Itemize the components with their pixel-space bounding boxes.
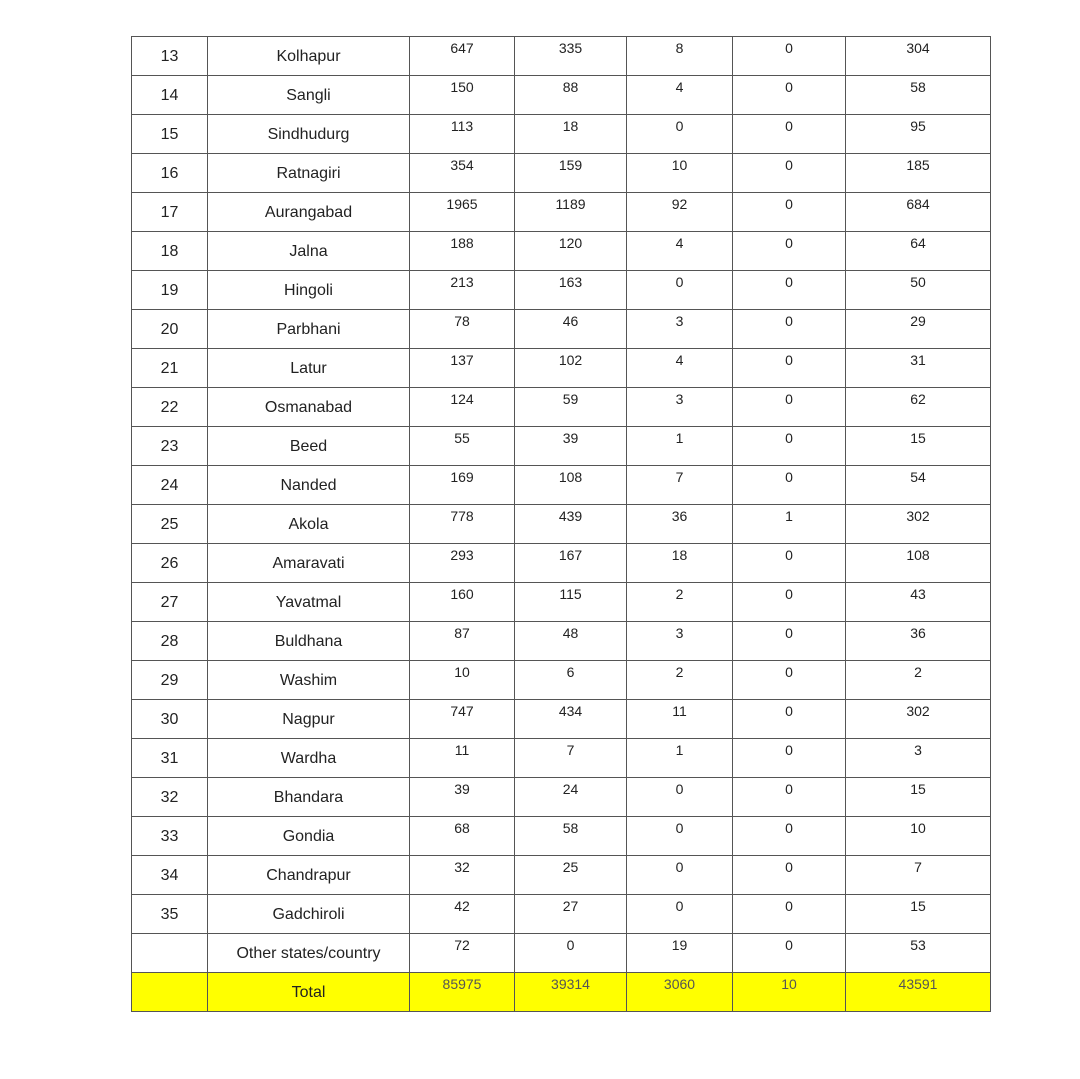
count-cell: 0 [627, 856, 733, 895]
count-cell: 3 [846, 739, 991, 778]
district-name-cell: Buldhana [208, 622, 410, 661]
count-cell: 48 [515, 622, 627, 661]
count-cell: 72 [410, 934, 515, 973]
district-name-cell: Ratnagiri [208, 154, 410, 193]
count-cell: 88 [515, 76, 627, 115]
count-cell: 15 [846, 427, 991, 466]
sr-no-cell: 35 [132, 895, 208, 934]
district-name-cell: Washim [208, 661, 410, 700]
count-cell: 0 [733, 466, 846, 505]
count-cell: 108 [846, 544, 991, 583]
sr-no-cell: 22 [132, 388, 208, 427]
count-cell: 0 [733, 817, 846, 856]
count-cell: 434 [515, 700, 627, 739]
count-cell: 36 [627, 505, 733, 544]
count-cell: 4 [627, 76, 733, 115]
count-cell: 213 [410, 271, 515, 310]
count-cell: 0 [627, 115, 733, 154]
total-count-cell: 3060 [627, 973, 733, 1012]
count-cell: 4 [627, 232, 733, 271]
sr-no-cell: 31 [132, 739, 208, 778]
total-label-cell: Total [208, 973, 410, 1012]
sr-no-cell: 30 [132, 700, 208, 739]
table-row [132, 271, 991, 310]
district-name-cell: Akola [208, 505, 410, 544]
district-name-cell: Gondia [208, 817, 410, 856]
count-cell: 293 [410, 544, 515, 583]
count-cell: 2 [627, 661, 733, 700]
sr-no-cell: 34 [132, 856, 208, 895]
table-row [132, 895, 991, 934]
district-name-cell: Wardha [208, 739, 410, 778]
count-cell: 0 [733, 76, 846, 115]
count-cell: 2 [627, 583, 733, 622]
count-cell: 0 [733, 193, 846, 232]
count-cell: 62 [846, 388, 991, 427]
count-cell: 50 [846, 271, 991, 310]
table-row [132, 37, 991, 76]
count-cell: 0 [733, 115, 846, 154]
count-cell: 7 [846, 856, 991, 895]
count-cell: 108 [515, 466, 627, 505]
district-name-cell: Aurangabad [208, 193, 410, 232]
count-cell: 439 [515, 505, 627, 544]
count-cell: 58 [515, 817, 627, 856]
count-cell: 53 [846, 934, 991, 973]
count-cell: 10 [410, 661, 515, 700]
count-cell: 0 [733, 583, 846, 622]
count-cell: 1 [627, 427, 733, 466]
count-cell: 55 [410, 427, 515, 466]
count-cell: 0 [733, 778, 846, 817]
count-cell: 169 [410, 466, 515, 505]
count-cell: 335 [515, 37, 627, 76]
table-row [132, 739, 991, 778]
table-row [132, 778, 991, 817]
count-cell: 747 [410, 700, 515, 739]
count-cell: 18 [627, 544, 733, 583]
count-cell: 7 [515, 739, 627, 778]
count-cell: 27 [515, 895, 627, 934]
district-name-cell: Kolhapur [208, 37, 410, 76]
count-cell: 0 [733, 388, 846, 427]
count-cell: 36 [846, 622, 991, 661]
count-cell: 1 [627, 739, 733, 778]
count-cell: 24 [515, 778, 627, 817]
sr-no-cell: 19 [132, 271, 208, 310]
total-count-cell: 43591 [846, 973, 991, 1012]
table-row [132, 856, 991, 895]
sr-no-cell: 18 [132, 232, 208, 271]
count-cell: 15 [846, 778, 991, 817]
sr-no-cell: 33 [132, 817, 208, 856]
district-name-cell: Chandrapur [208, 856, 410, 895]
count-cell: 92 [627, 193, 733, 232]
count-cell: 39 [515, 427, 627, 466]
table-row [132, 427, 991, 466]
count-cell: 0 [733, 427, 846, 466]
count-cell: 185 [846, 154, 991, 193]
sr-no-cell: 13 [132, 37, 208, 76]
district-name-cell: Osmanabad [208, 388, 410, 427]
count-cell: 188 [410, 232, 515, 271]
sr-no-cell [132, 934, 208, 973]
district-name-cell: Latur [208, 349, 410, 388]
table-row [132, 622, 991, 661]
count-cell: 11 [627, 700, 733, 739]
count-cell: 15 [846, 895, 991, 934]
count-cell: 64 [846, 232, 991, 271]
table-row [132, 700, 991, 739]
table-row [132, 232, 991, 271]
table-row [132, 583, 991, 622]
total-count-cell: 85975 [410, 973, 515, 1012]
sr-no-cell: 25 [132, 505, 208, 544]
count-cell: 68 [410, 817, 515, 856]
sr-no-cell: 24 [132, 466, 208, 505]
district-name-cell: Other states/country [208, 934, 410, 973]
count-cell: 647 [410, 37, 515, 76]
district-name-cell: Sindhudurg [208, 115, 410, 154]
sr-no-cell: 17 [132, 193, 208, 232]
sr-no-cell: 23 [132, 427, 208, 466]
count-cell: 354 [410, 154, 515, 193]
table-row [132, 505, 991, 544]
count-cell: 43 [846, 583, 991, 622]
count-cell: 46 [515, 310, 627, 349]
count-cell: 1189 [515, 193, 627, 232]
count-cell: 0 [515, 934, 627, 973]
sr-no-cell: 14 [132, 76, 208, 115]
count-cell: 684 [846, 193, 991, 232]
count-cell: 2 [846, 661, 991, 700]
count-cell: 302 [846, 700, 991, 739]
count-cell: 167 [515, 544, 627, 583]
sr-no-cell: 32 [132, 778, 208, 817]
table-row [132, 817, 991, 856]
total-count-cell: 10 [733, 973, 846, 1012]
table-row [132, 76, 991, 115]
sr-no-cell: 20 [132, 310, 208, 349]
district-cases-table [131, 36, 991, 1012]
count-cell: 18 [515, 115, 627, 154]
table-row [132, 466, 991, 505]
count-cell: 6 [515, 661, 627, 700]
count-cell: 54 [846, 466, 991, 505]
district-name-cell: Bhandara [208, 778, 410, 817]
count-cell: 0 [733, 271, 846, 310]
count-cell: 137 [410, 349, 515, 388]
table-row [132, 934, 991, 973]
sr-no-cell: 15 [132, 115, 208, 154]
count-cell: 0 [733, 544, 846, 583]
district-name-cell: Jalna [208, 232, 410, 271]
total-row [132, 973, 991, 1012]
sr-no-cell: 26 [132, 544, 208, 583]
total-sr-cell [132, 973, 208, 1012]
table-row [132, 661, 991, 700]
count-cell: 3 [627, 388, 733, 427]
table-row [132, 154, 991, 193]
count-cell: 29 [846, 310, 991, 349]
table-body [132, 37, 991, 1012]
table-row [132, 388, 991, 427]
count-cell: 150 [410, 76, 515, 115]
count-cell: 0 [627, 271, 733, 310]
count-cell: 0 [733, 232, 846, 271]
count-cell: 39 [410, 778, 515, 817]
count-cell: 3 [627, 310, 733, 349]
count-cell: 0 [733, 154, 846, 193]
district-name-cell: Yavatmal [208, 583, 410, 622]
count-cell: 304 [846, 37, 991, 76]
count-cell: 25 [515, 856, 627, 895]
district-name-cell: Hingoli [208, 271, 410, 310]
count-cell: 0 [733, 622, 846, 661]
district-name-cell: Sangli [208, 76, 410, 115]
count-cell: 1965 [410, 193, 515, 232]
district-name-cell: Amaravati [208, 544, 410, 583]
count-cell: 124 [410, 388, 515, 427]
count-cell: 0 [733, 739, 846, 778]
count-cell: 0 [733, 934, 846, 973]
count-cell: 4 [627, 349, 733, 388]
count-cell: 0 [733, 856, 846, 895]
count-cell: 3 [627, 622, 733, 661]
count-cell: 0 [733, 661, 846, 700]
count-cell: 58 [846, 76, 991, 115]
count-cell: 302 [846, 505, 991, 544]
count-cell: 10 [627, 154, 733, 193]
sr-no-cell: 16 [132, 154, 208, 193]
sr-no-cell: 27 [132, 583, 208, 622]
district-name-cell: Beed [208, 427, 410, 466]
count-cell: 778 [410, 505, 515, 544]
count-cell: 7 [627, 466, 733, 505]
count-cell: 87 [410, 622, 515, 661]
sr-no-cell: 29 [132, 661, 208, 700]
count-cell: 0 [733, 700, 846, 739]
count-cell: 10 [846, 817, 991, 856]
sr-no-cell: 21 [132, 349, 208, 388]
count-cell: 160 [410, 583, 515, 622]
count-cell: 0 [627, 778, 733, 817]
count-cell: 113 [410, 115, 515, 154]
count-cell: 19 [627, 934, 733, 973]
table-row [132, 544, 991, 583]
district-name-cell: Gadchiroli [208, 895, 410, 934]
total-count-cell: 39314 [515, 973, 627, 1012]
count-cell: 11 [410, 739, 515, 778]
table-row [132, 349, 991, 388]
count-cell: 95 [846, 115, 991, 154]
count-cell: 0 [733, 349, 846, 388]
district-name-cell: Nagpur [208, 700, 410, 739]
district-name-cell: Parbhani [208, 310, 410, 349]
count-cell: 1 [733, 505, 846, 544]
count-cell: 120 [515, 232, 627, 271]
count-cell: 163 [515, 271, 627, 310]
count-cell: 159 [515, 154, 627, 193]
count-cell: 59 [515, 388, 627, 427]
count-cell: 115 [515, 583, 627, 622]
count-cell: 78 [410, 310, 515, 349]
district-name-cell: Nanded [208, 466, 410, 505]
table-row [132, 115, 991, 154]
table-row [132, 310, 991, 349]
count-cell: 0 [733, 310, 846, 349]
count-cell: 102 [515, 349, 627, 388]
count-cell: 42 [410, 895, 515, 934]
count-cell: 32 [410, 856, 515, 895]
count-cell: 0 [627, 817, 733, 856]
table-row [132, 193, 991, 232]
count-cell: 0 [733, 895, 846, 934]
count-cell: 0 [627, 895, 733, 934]
count-cell: 0 [733, 37, 846, 76]
count-cell: 8 [627, 37, 733, 76]
sr-no-cell: 28 [132, 622, 208, 661]
count-cell: 31 [846, 349, 991, 388]
